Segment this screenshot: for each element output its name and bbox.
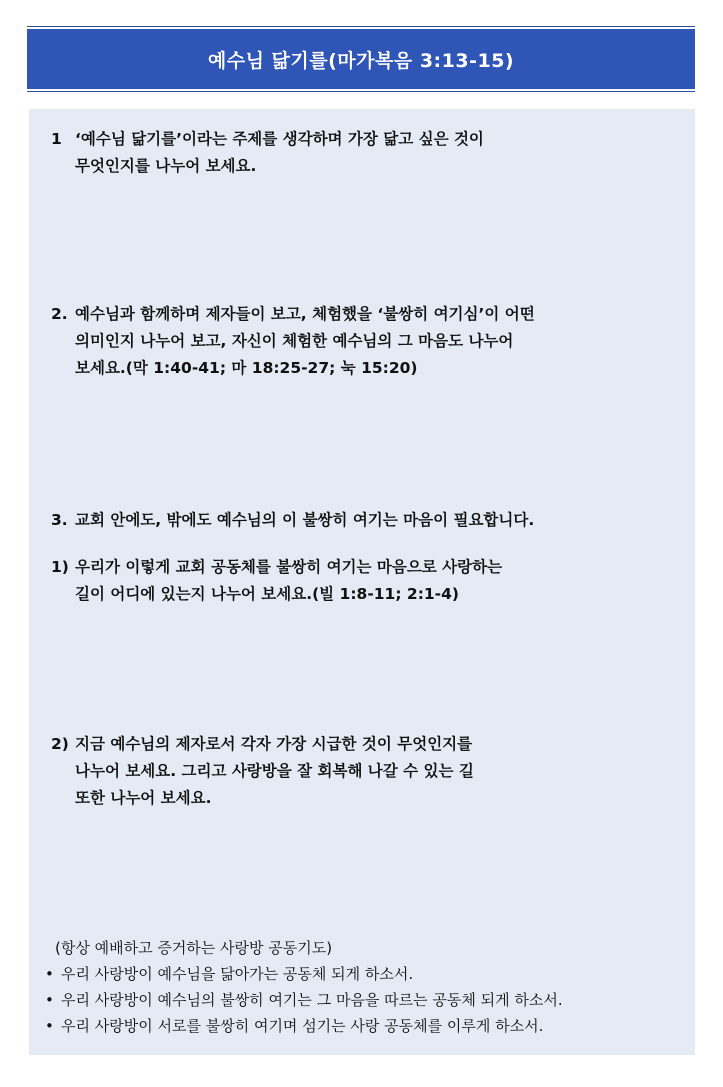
question-number: 2.: [51, 305, 68, 323]
content-panel: [29, 109, 695, 1055]
question-text: 무엇인지를 나누어 보세요.: [75, 157, 257, 175]
header-frame: [27, 26, 695, 92]
question-3-1: [51, 554, 502, 608]
question-text: 의미인지 나누어 보고, 자신이 체험한 예수님의 그 마음도 나누어: [75, 332, 514, 350]
bullet-icon: •: [45, 991, 54, 1009]
prayer-item: [45, 961, 563, 987]
question-1: [51, 126, 484, 180]
question-text: 또한 나누어 보세요.: [75, 789, 212, 807]
question-text: 길이 어디에 있는지 나누어 보세요.(빌 1:8-11; 2:1-4): [75, 585, 459, 603]
prayer-item: [45, 987, 563, 1013]
bullet-icon: •: [45, 1017, 54, 1035]
question-text: 교회 안에도, 밖에도 예수님의 이 불쌍히 여기는 마음이 필요합니다.: [75, 511, 535, 529]
question-number: 1): [51, 558, 69, 576]
question-text: 예수님과 함께하며 제자들이 보고, 체험했을 ‘불쌍히 여기심’이 어떤: [75, 305, 535, 323]
prayer-item: [45, 1013, 563, 1039]
question-number: 3.: [51, 511, 68, 529]
question-text: ‘예수님 닮기를’이라는 주제를 생각하며 가장 닮고 싶은 것이: [75, 130, 484, 148]
question-text: 우리가 이렇게 교회 공동체를 불쌍히 여기는 마음으로 사랑하는: [75, 558, 503, 576]
question-text: 지금 예수님의 제자로서 각자 가장 시급한 것이 무엇인지를: [75, 735, 473, 753]
question-text: 보세요.(막 1:40-41; 마 18:25-27; 눅 15:20): [75, 359, 418, 377]
prayer-item-text: 우리 사랑방이 서로를 불쌍히 여기며 섬기는 사랑 공동체를 이루게 하소서.: [61, 1017, 544, 1035]
question-number: 2): [51, 735, 69, 753]
bullet-icon: •: [45, 965, 54, 983]
header-bar: [27, 29, 695, 89]
prayer-section: [45, 935, 563, 1039]
prayer-item-text: 우리 사랑방이 예수님을 닮아가는 공동체 되게 하소서.: [61, 965, 414, 983]
page-title: 예수님 닮기를(마가복음 3:13-15): [207, 49, 515, 72]
prayer-title: (항상 예배하고 증거하는 사랑방 공동기도): [55, 939, 333, 957]
question-2: [51, 301, 535, 382]
question-3: [51, 507, 534, 534]
question-text: 나누어 보세요. 그리고 사랑방을 잘 회복해 나갈 수 있는 길: [75, 762, 474, 780]
question-number: 1: [51, 130, 62, 148]
prayer-item-text: 우리 사랑방이 예수님의 불쌍히 여기는 그 마음을 따르는 공동체 되게 하소서.: [61, 991, 563, 1009]
question-3-2: [51, 731, 474, 812]
